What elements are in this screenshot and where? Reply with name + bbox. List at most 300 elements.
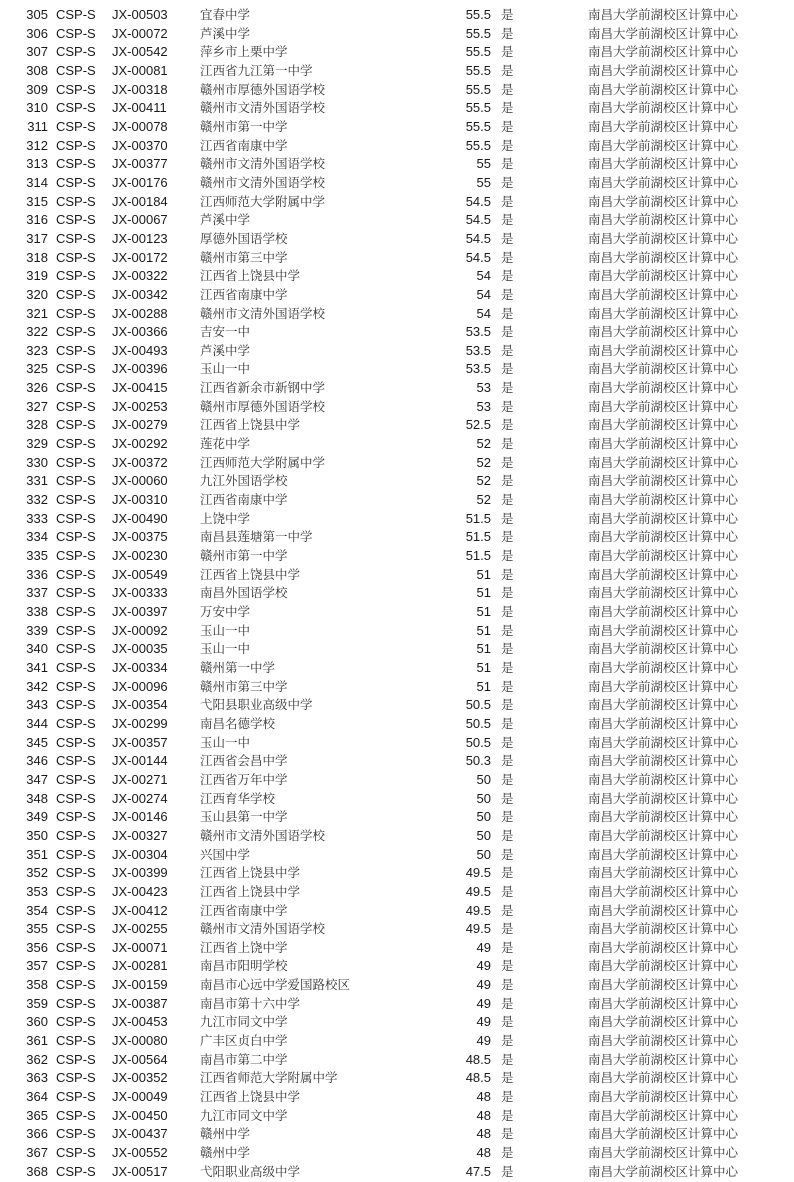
candidate-id-cell: JX-00517	[112, 1163, 168, 1179]
exam-site-cell: 南昌大学前湖校区计算中心	[588, 846, 739, 862]
rank-cell: 305	[26, 7, 48, 22]
candidate-id-cell: JX-00072	[112, 25, 168, 41]
score-cell: 49	[476, 977, 491, 993]
rank-cell: 333	[26, 510, 48, 526]
school-cell: 江西师范大学附属中学	[200, 193, 326, 209]
group-cell: CSP-S	[56, 417, 96, 433]
exam-site-cell: 南昌大学前湖校区计算中心	[588, 417, 739, 433]
table-row	[0, 6, 794, 25]
rank-cell: 323	[26, 342, 48, 358]
candidate-id-cell: JX-00366	[112, 324, 168, 340]
score-cell: 49	[476, 1014, 491, 1030]
rank-cell: 322	[26, 324, 48, 340]
school-cell: 南昌市阳明学校	[200, 958, 288, 974]
score-cell: 48	[476, 1089, 491, 1105]
table-row	[0, 305, 794, 324]
table-row	[0, 1163, 794, 1182]
group-cell: CSP-S	[56, 324, 96, 340]
score-cell: 52	[476, 473, 491, 489]
qualified-cell: 是	[501, 212, 514, 228]
group-cell: CSP-S	[56, 827, 96, 843]
score-cell: 55.5	[465, 62, 491, 78]
group-cell: CSP-S	[56, 753, 96, 769]
candidate-id-cell: JX-00453	[112, 1014, 168, 1030]
school-cell: 赣州市第一中学	[200, 118, 288, 134]
score-cell: 55	[476, 174, 491, 190]
table-row	[0, 342, 794, 361]
exam-site-cell: 南昌大学前湖校区计算中心	[588, 286, 739, 302]
candidate-id-cell: JX-00399	[112, 865, 168, 881]
exam-site-cell: 南昌大学前湖校区计算中心	[588, 659, 739, 675]
group-cell: CSP-S	[56, 790, 96, 806]
qualified-cell: 是	[501, 585, 514, 601]
table-row	[0, 193, 794, 212]
school-cell: 吉安一中	[200, 324, 251, 340]
table-row	[0, 790, 794, 809]
qualified-cell: 是	[501, 193, 514, 209]
exam-site-cell: 南昌大学前湖校区计算中心	[588, 1163, 739, 1179]
rank-cell: 326	[26, 380, 48, 396]
candidate-id-cell: JX-00412	[112, 902, 168, 918]
qualified-cell: 是	[501, 249, 514, 265]
candidate-id-cell: JX-00304	[112, 846, 168, 862]
score-cell: 51	[476, 659, 491, 675]
qualified-cell: 是	[501, 268, 514, 284]
school-cell: 玉山县第一中学	[200, 809, 288, 825]
qualified-cell: 是	[501, 492, 514, 508]
school-cell: 江西省万年中学	[200, 771, 288, 787]
candidate-id-cell: JX-00450	[112, 1107, 168, 1123]
rank-cell: 332	[26, 492, 48, 508]
score-cell: 54.5	[465, 193, 491, 209]
school-cell: 江西师范大学附属中学	[200, 454, 326, 470]
rank-cell: 338	[26, 604, 48, 619]
table-row	[0, 1144, 794, 1163]
rank-cell: 310	[26, 100, 48, 116]
table-row	[0, 976, 794, 995]
rank-cell: 314	[26, 174, 48, 190]
exam-site-cell: 南昌大学前湖校区计算中心	[588, 883, 739, 899]
school-cell: 万安中学	[200, 604, 251, 619]
group-cell: CSP-S	[56, 809, 96, 825]
qualified-cell: 是	[501, 361, 514, 377]
group-cell: CSP-S	[56, 1145, 96, 1161]
table-row	[0, 1125, 794, 1144]
rank-cell: 346	[26, 753, 48, 769]
candidate-id-cell: JX-00333	[112, 585, 168, 601]
school-cell: 赣州市文清外国语学校	[200, 305, 326, 321]
group-cell: CSP-S	[56, 958, 96, 974]
score-cell: 49.5	[465, 902, 491, 918]
table-row	[0, 678, 794, 697]
qualified-cell: 是	[501, 156, 514, 172]
rank-cell: 352	[26, 865, 48, 881]
group-cell: CSP-S	[56, 771, 96, 787]
qualified-cell: 是	[501, 604, 514, 619]
school-cell: 赣州市文清外国语学校	[200, 100, 326, 116]
table-row	[0, 808, 794, 827]
table-row	[0, 267, 794, 286]
school-cell: 江西省上饶县中学	[200, 417, 301, 433]
candidate-id-cell: JX-00370	[112, 137, 168, 153]
score-cell: 52	[476, 436, 491, 452]
table-row	[0, 62, 794, 81]
qualified-cell: 是	[501, 473, 514, 489]
group-cell: CSP-S	[56, 454, 96, 470]
qualified-cell: 是	[501, 1033, 514, 1049]
school-cell: 弋阳县职业高级中学	[200, 697, 313, 713]
table-row	[0, 734, 794, 753]
exam-site-cell: 南昌大学前湖校区计算中心	[588, 1107, 739, 1123]
qualified-cell: 是	[501, 566, 514, 582]
candidate-id-cell: JX-00274	[112, 790, 168, 806]
rank-cell: 308	[26, 62, 48, 78]
score-cell: 51	[476, 641, 491, 657]
exam-site-cell: 南昌大学前湖校区计算中心	[588, 454, 739, 470]
table-row	[0, 696, 794, 715]
candidate-id-cell: JX-00253	[112, 398, 168, 414]
score-cell: 51	[476, 622, 491, 638]
group-cell: CSP-S	[56, 81, 96, 97]
school-cell: 江西省上饶县中学	[200, 1089, 301, 1105]
table-row	[0, 174, 794, 193]
score-cell: 55	[476, 156, 491, 172]
candidate-id-cell: JX-00184	[112, 193, 168, 209]
qualified-cell: 是	[501, 1163, 514, 1179]
group-cell: CSP-S	[56, 715, 96, 731]
candidate-id-cell: JX-00503	[112, 7, 168, 22]
group-cell: CSP-S	[56, 678, 96, 694]
score-cell: 53.5	[465, 324, 491, 340]
school-cell: 江西省南康中学	[200, 492, 288, 508]
qualified-cell: 是	[501, 1107, 514, 1123]
group-cell: CSP-S	[56, 25, 96, 41]
exam-site-cell: 南昌大学前湖校区计算中心	[588, 193, 739, 209]
rank-cell: 355	[26, 921, 48, 937]
rank-cell: 335	[26, 548, 48, 564]
exam-site-cell: 南昌大学前湖校区计算中心	[588, 1089, 739, 1105]
rank-cell: 358	[26, 977, 48, 993]
qualified-cell: 是	[501, 902, 514, 918]
qualified-cell: 是	[501, 734, 514, 750]
score-cell: 53	[476, 398, 491, 414]
exam-site-cell: 南昌大学前湖校区计算中心	[588, 268, 739, 284]
qualified-cell: 是	[501, 958, 514, 974]
group-cell: CSP-S	[56, 342, 96, 358]
qualified-cell: 是	[501, 678, 514, 694]
exam-site-cell: 南昌大学前湖校区计算中心	[588, 1145, 739, 1161]
table-row	[0, 43, 794, 62]
group-cell: CSP-S	[56, 604, 96, 619]
rank-cell: 363	[26, 1070, 48, 1086]
rank-cell: 366	[26, 1126, 48, 1142]
exam-site-cell: 南昌大学前湖校区计算中心	[588, 44, 739, 60]
group-cell: CSP-S	[56, 268, 96, 284]
group-cell: CSP-S	[56, 921, 96, 937]
school-cell: 江西省南康中学	[200, 286, 288, 302]
qualified-cell: 是	[501, 1145, 514, 1161]
school-cell: 江西育华学校	[200, 790, 276, 806]
group-cell: CSP-S	[56, 697, 96, 713]
score-cell: 52	[476, 454, 491, 470]
school-cell: 江西省师范大学附属中学	[200, 1070, 338, 1086]
group-cell: CSP-S	[56, 156, 96, 172]
group-cell: CSP-S	[56, 883, 96, 899]
qualified-cell: 是	[501, 100, 514, 116]
candidate-id-cell: JX-00423	[112, 883, 168, 899]
school-cell: 宜春中学	[200, 7, 251, 22]
rank-cell: 343	[26, 697, 48, 713]
group-cell: CSP-S	[56, 1126, 96, 1142]
score-cell: 49	[476, 995, 491, 1011]
candidate-id-cell: JX-00552	[112, 1145, 168, 1161]
score-cell: 51	[476, 585, 491, 601]
score-cell: 54.5	[465, 212, 491, 228]
school-cell: 芦溪中学	[200, 342, 251, 358]
group-cell: CSP-S	[56, 380, 96, 396]
school-cell: 芦溪中学	[200, 25, 251, 41]
table-row	[0, 752, 794, 771]
table-row	[0, 398, 794, 417]
group-cell: CSP-S	[56, 865, 96, 881]
candidate-id-cell: JX-00372	[112, 454, 168, 470]
school-cell: 广丰区贞白中学	[200, 1033, 288, 1049]
school-cell: 赣州市第三中学	[200, 249, 288, 265]
rank-cell: 342	[26, 678, 48, 694]
rank-cell: 365	[26, 1107, 48, 1123]
exam-site-cell: 南昌大学前湖校区计算中心	[588, 641, 739, 657]
score-cell: 51	[476, 678, 491, 694]
exam-site-cell: 南昌大学前湖校区计算中心	[588, 100, 739, 116]
qualified-cell: 是	[501, 753, 514, 769]
rank-cell: 328	[26, 417, 48, 433]
exam-site-cell: 南昌大学前湖校区计算中心	[588, 25, 739, 41]
table-row	[0, 603, 794, 622]
table-row	[0, 435, 794, 454]
school-cell: 赣州中学	[200, 1145, 251, 1161]
candidate-id-cell: JX-00396	[112, 361, 168, 377]
exam-site-cell: 南昌大学前湖校区计算中心	[588, 156, 739, 172]
qualified-cell: 是	[501, 1014, 514, 1030]
candidate-id-cell: JX-00375	[112, 529, 168, 545]
qualified-cell: 是	[501, 436, 514, 452]
score-cell: 51	[476, 566, 491, 582]
exam-site-cell: 南昌大学前湖校区计算中心	[588, 1126, 739, 1142]
school-cell: 赣州市文清外国语学校	[200, 174, 326, 190]
table-row	[0, 491, 794, 510]
qualified-cell: 是	[501, 62, 514, 78]
rank-cell: 347	[26, 771, 48, 787]
score-cell: 54.5	[465, 230, 491, 246]
exam-site-cell: 南昌大学前湖校区计算中心	[588, 7, 739, 22]
school-cell: 赣州市文清外国语学校	[200, 827, 326, 843]
exam-site-cell: 南昌大学前湖校区计算中心	[588, 921, 739, 937]
score-cell: 50	[476, 846, 491, 862]
school-cell: 莲花中学	[200, 436, 251, 452]
candidate-id-cell: JX-00292	[112, 436, 168, 452]
score-cell: 55.5	[465, 25, 491, 41]
score-cell: 53.5	[465, 342, 491, 358]
exam-site-cell: 南昌大学前湖校区计算中心	[588, 548, 739, 564]
exam-site-cell: 南昌大学前湖校区计算中心	[588, 249, 739, 265]
group-cell: CSP-S	[56, 1089, 96, 1105]
table-row	[0, 957, 794, 976]
group-cell: CSP-S	[56, 249, 96, 265]
table-row	[0, 137, 794, 156]
rank-cell: 321	[26, 305, 48, 321]
candidate-id-cell: JX-00310	[112, 492, 168, 508]
score-cell: 52.5	[465, 417, 491, 433]
table-row	[0, 416, 794, 435]
rank-cell: 362	[26, 1051, 48, 1067]
table-row	[0, 584, 794, 603]
rank-cell: 349	[26, 809, 48, 825]
table-row	[0, 622, 794, 641]
exam-site-cell: 南昌大学前湖校区计算中心	[588, 324, 739, 340]
table-row	[0, 1088, 794, 1107]
school-cell: 兴国中学	[200, 846, 251, 862]
group-cell: CSP-S	[56, 939, 96, 955]
exam-site-cell: 南昌大学前湖校区计算中心	[588, 771, 739, 787]
exam-site-cell: 南昌大学前湖校区计算中心	[588, 1070, 739, 1086]
exam-site-cell: 南昌大学前湖校区计算中心	[588, 827, 739, 843]
exam-site-cell: 南昌大学前湖校区计算中心	[588, 212, 739, 228]
rank-cell: 312	[26, 137, 48, 153]
qualified-cell: 是	[501, 174, 514, 190]
qualified-cell: 是	[501, 1126, 514, 1142]
qualified-cell: 是	[501, 641, 514, 657]
rank-cell: 316	[26, 212, 48, 228]
school-cell: 赣州市文清外国语学校	[200, 156, 326, 172]
table-row	[0, 81, 794, 100]
group-cell: CSP-S	[56, 641, 96, 657]
qualified-cell: 是	[501, 417, 514, 433]
exam-site-cell: 南昌大学前湖校区计算中心	[588, 902, 739, 918]
qualified-cell: 是	[501, 697, 514, 713]
school-cell: 南昌县莲塘第一中学	[200, 529, 313, 545]
exam-site-cell: 南昌大学前湖校区计算中心	[588, 174, 739, 190]
rank-cell: 364	[26, 1089, 48, 1105]
exam-site-cell: 南昌大学前湖校区计算中心	[588, 566, 739, 582]
exam-site-cell: 南昌大学前湖校区计算中心	[588, 585, 739, 601]
candidate-id-cell: JX-00123	[112, 230, 168, 246]
rank-cell: 309	[26, 81, 48, 97]
candidate-id-cell: JX-00318	[112, 81, 168, 97]
qualified-cell: 是	[501, 921, 514, 937]
rank-cell: 334	[26, 529, 48, 545]
exam-site-cell: 南昌大学前湖校区计算中心	[588, 865, 739, 881]
exam-site-cell: 南昌大学前湖校区计算中心	[588, 939, 739, 955]
qualified-cell: 是	[501, 1089, 514, 1105]
group-cell: CSP-S	[56, 137, 96, 153]
group-cell: CSP-S	[56, 1014, 96, 1030]
candidate-id-cell: JX-00080	[112, 1033, 168, 1049]
score-cell: 51	[476, 604, 491, 619]
school-cell: 九江外国语学校	[200, 473, 288, 489]
table-row	[0, 939, 794, 958]
qualified-cell: 是	[501, 25, 514, 41]
group-cell: CSP-S	[56, 361, 96, 377]
candidate-id-cell: JX-00490	[112, 510, 168, 526]
score-cell: 48.5	[465, 1051, 491, 1067]
score-cell: 49.5	[465, 883, 491, 899]
candidate-id-cell: JX-00271	[112, 771, 168, 787]
qualified-cell: 是	[501, 846, 514, 862]
group-cell: CSP-S	[56, 977, 96, 993]
score-cell: 48	[476, 1145, 491, 1161]
exam-site-cell: 南昌大学前湖校区计算中心	[588, 604, 739, 619]
qualified-cell: 是	[501, 1070, 514, 1086]
school-cell: 南昌市第二中学	[200, 1051, 288, 1067]
qualified-cell: 是	[501, 715, 514, 731]
table-row	[0, 230, 794, 249]
school-cell: 玉山一中	[200, 361, 251, 377]
rank-cell: 306	[26, 25, 48, 41]
exam-site-cell: 南昌大学前湖校区计算中心	[588, 1051, 739, 1067]
group-cell: CSP-S	[56, 734, 96, 750]
group-cell: CSP-S	[56, 566, 96, 582]
qualified-cell: 是	[501, 454, 514, 470]
candidate-id-cell: JX-00437	[112, 1126, 168, 1142]
qualified-cell: 是	[501, 380, 514, 396]
group-cell: CSP-S	[56, 1033, 96, 1049]
candidate-id-cell: JX-00144	[112, 753, 168, 769]
rank-cell: 356	[26, 939, 48, 955]
group-cell: CSP-S	[56, 398, 96, 414]
group-cell: CSP-S	[56, 305, 96, 321]
group-cell: CSP-S	[56, 1070, 96, 1086]
qualified-cell: 是	[501, 44, 514, 60]
exam-site-cell: 南昌大学前湖校区计算中心	[588, 715, 739, 731]
qualified-cell: 是	[501, 977, 514, 993]
candidate-id-cell: JX-00334	[112, 659, 168, 675]
group-cell: CSP-S	[56, 1107, 96, 1123]
school-cell: 厚德外国语学校	[200, 230, 288, 246]
exam-site-cell: 南昌大学前湖校区计算中心	[588, 1014, 739, 1030]
candidate-id-cell: JX-00288	[112, 305, 168, 321]
rank-cell: 320	[26, 286, 48, 302]
school-cell: 上饶中学	[200, 510, 251, 526]
candidate-id-cell: JX-00078	[112, 118, 168, 134]
qualified-cell: 是	[501, 230, 514, 246]
school-cell: 江西省南康中学	[200, 137, 288, 153]
rank-cell: 344	[26, 715, 48, 731]
rank-cell: 313	[26, 156, 48, 172]
table-row	[0, 155, 794, 174]
candidate-id-cell: JX-00279	[112, 417, 168, 433]
score-cell: 50	[476, 790, 491, 806]
candidate-id-cell: JX-00096	[112, 678, 168, 694]
exam-site-cell: 南昌大学前湖校区计算中心	[588, 678, 739, 694]
table-row	[0, 1107, 794, 1126]
candidate-id-cell: JX-00049	[112, 1089, 168, 1105]
exam-site-cell: 南昌大学前湖校区计算中心	[588, 398, 739, 414]
qualified-cell: 是	[501, 548, 514, 564]
score-cell: 50	[476, 771, 491, 787]
rank-cell: 354	[26, 902, 48, 918]
table-row	[0, 286, 794, 305]
rank-cell: 317	[26, 230, 48, 246]
school-cell: 江西省上饶县中学	[200, 883, 301, 899]
candidate-id-cell: JX-00081	[112, 62, 168, 78]
table-row	[0, 528, 794, 547]
candidate-id-cell: JX-00549	[112, 566, 168, 582]
qualified-cell: 是	[501, 529, 514, 545]
score-cell: 50.5	[465, 715, 491, 731]
group-cell: CSP-S	[56, 174, 96, 190]
score-cell: 53	[476, 380, 491, 396]
qualified-cell: 是	[501, 939, 514, 955]
